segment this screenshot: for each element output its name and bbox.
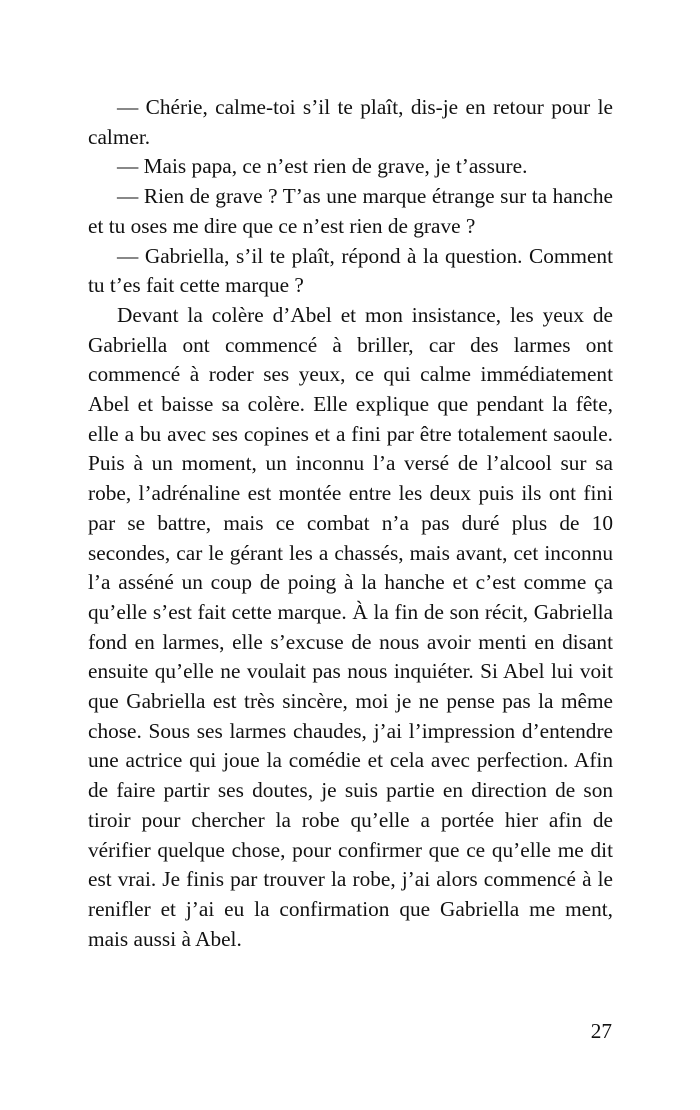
paragraph-dialogue-4: — Gabriella, s’il te plaît, répond à la question. Comment tu t’es fait cette marque ? — [88, 243, 613, 298]
paragraph-narration: Devant la colère d’Abel et mon insistance, les yeux de Gabriella ont commencé à briller, car des larmes ont commencé à roder ses yeux, ce qui calme immédiatement Abel et baisse sa colère. Elle explique que pendant la fête, elle a bu avec ses copines et a fini par être totalement saoule. Puis à un moment, un inconnu l’a versé de l’alcool sur sa robe, l’adrénaline est montée entre les deux puis ils ont fini par se battre, mais ce combat n’a pas duré plus de 10 secondes, car le gérant les a chassés, mais avant, cet inconnu l’a asséné un coup de poing à la hanche et c’est comme ça qu’elle s’est fait cette marque. À la fin de son récit, Gabriella fond en larmes, elle s’excuse de nous avoir menti en disant ensuite qu’elle ne voulait pas nous inquiéter. Si Abel lui voit que Gabriella est très sincère, moi je ne pense pas la même chose. Sous ses larmes chaudes, j’ai l’impression d’entendre une actrice qui joue la comédie et cela avec perfection. Afin de faire partir ses doutes, je suis partie en direction de son tiroir pour chercher la robe qu’elle a portée hier afin de vérifier quelque chose, pour confirmer que ce qu’elle me dit est vrai. Je finis par trouver la robe, j’ai alors commencé à le renifler et j’ai eu la confirmation que Gabriella me ment, mais aussi à Abel. — [88, 302, 613, 951]
body-text — [88, 93, 613, 954]
paragraph-dialogue-3: — Rien de grave ? T’as une marque étrange sur ta hanche et tu oses me dire que ce n’est rien de grave ? — [88, 184, 613, 238]
paragraph-dialogue-1: — Chérie, calme-toi s’il te plaît, dis-je en retour pour le calmer. — [88, 95, 613, 149]
paragraph-dialogue-2: — Mais papa, ce n’est rien de grave, je t’assure. — [117, 154, 528, 179]
page-number: 27 — [590, 1019, 612, 1043]
